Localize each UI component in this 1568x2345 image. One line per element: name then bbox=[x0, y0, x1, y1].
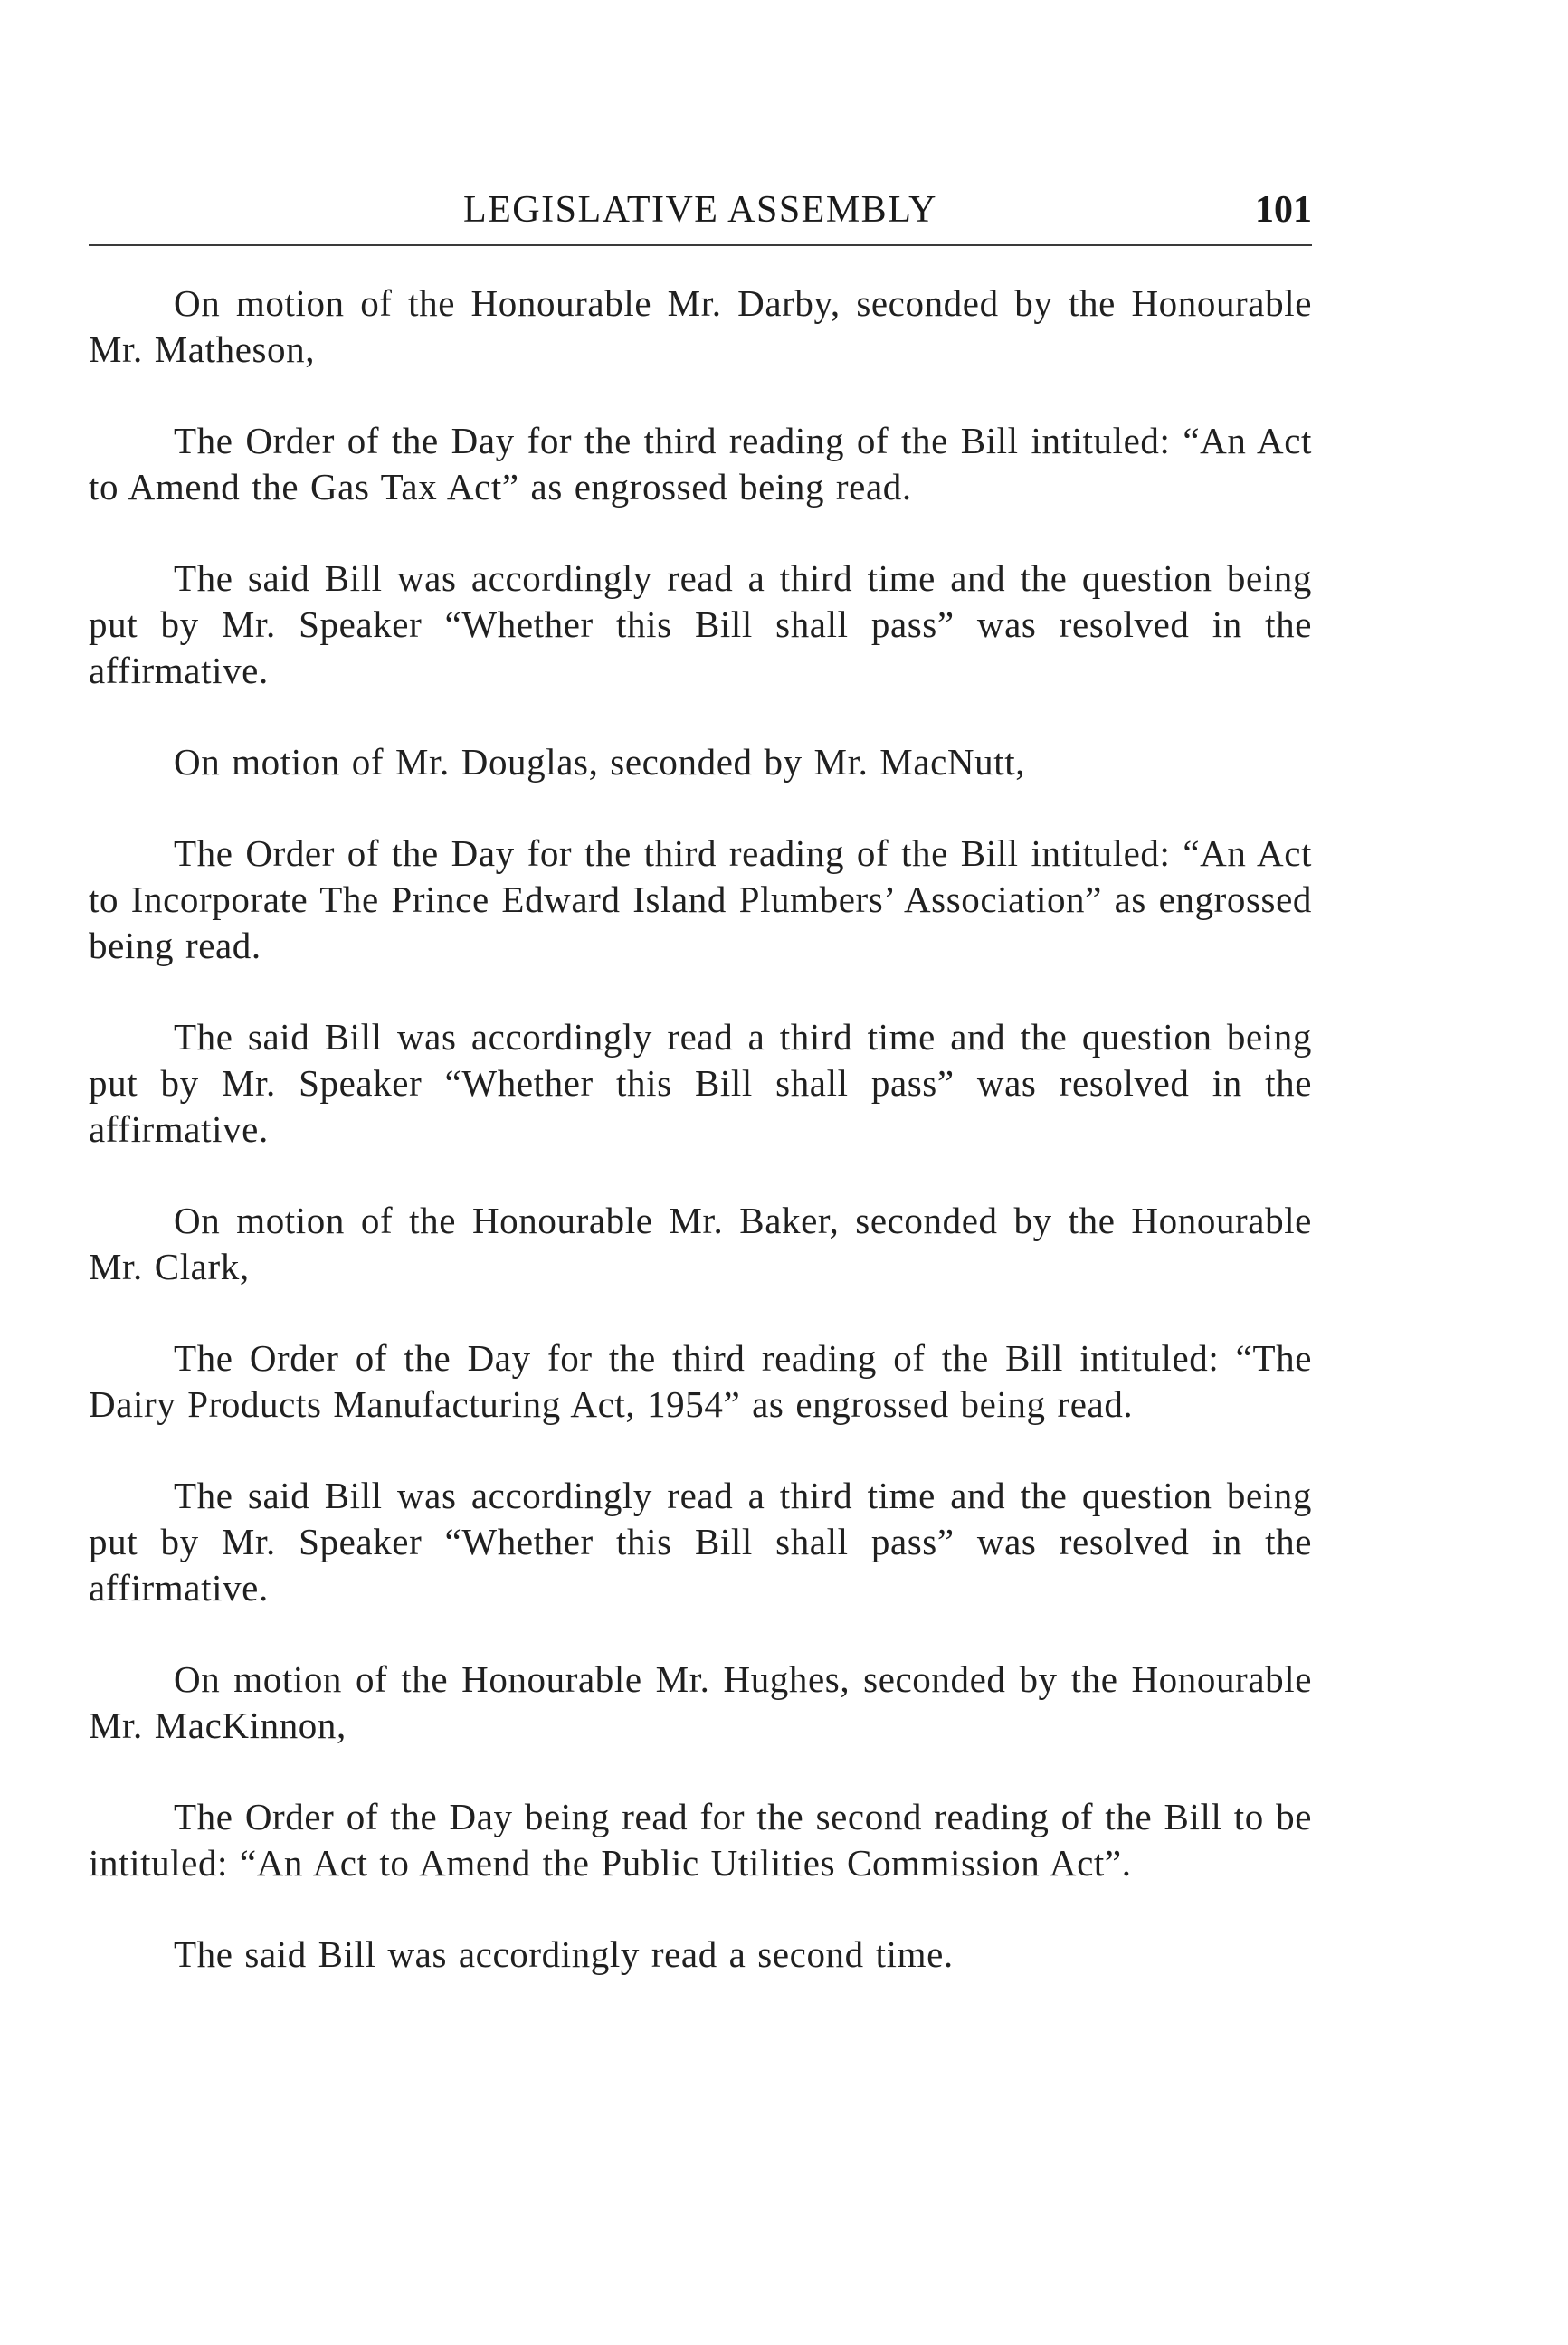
paragraph-motion-darby: On motion of the Honourable Mr. Darby, seconded by the Honourable Mr. Matheson, bbox=[89, 282, 1312, 370]
running-title: LEGISLATIVE ASSEMBLY bbox=[463, 189, 937, 231]
page-number: 101 bbox=[1255, 189, 1312, 231]
paragraph-gas-tax-order: The Order of the Day for the third reading of the Bill intituled: “An Act to Amend the Gas Tax Act” as engrossed being read. bbox=[89, 420, 1312, 508]
paragraph-motion-hughes: On motion of the Honourable Mr. Hughes, seconded by the Honourable Mr. MacKinnon, bbox=[89, 1658, 1312, 1746]
paragraph-plumbers-result: The said Bill was accordingly read a third time and the question being put by Mr. Speaker “Whether this Bill shall pass” was resolved in the affirmative. bbox=[89, 1016, 1312, 1150]
paragraph-dairy-result: The said Bill was accordingly read a third time and the question being put by Mr. Speaker “Whether this Bill shall pass” was resolved in the affirmative. bbox=[89, 1475, 1312, 1609]
paragraph-dairy-order: The Order of the Day for the third reading of the Bill intituled: “The Dairy Products Manufacturing Act, 1954” as engrossed being read. bbox=[89, 1337, 1312, 1425]
paragraph-motion-baker: On motion of the Honourable Mr. Baker, seconded by the Honourable Mr. Clark, bbox=[89, 1200, 1312, 1287]
paragraph-motion-douglas: On motion of Mr. Douglas, seconded by Mr. MacNutt, bbox=[174, 741, 1026, 783]
body-text bbox=[89, 280, 1312, 1978]
paragraph-utilities-result: The said Bill was accordingly read a second time. bbox=[174, 1933, 954, 1975]
paragraph-utilities-order: The Order of the Day being read for the second reading of the Bill to be intituled: “An Act to Amend the Public Utilities Commission Act”. bbox=[89, 1796, 1312, 1884]
document-page bbox=[89, 181, 1312, 2023]
running-head bbox=[89, 181, 1312, 246]
paragraph-plumbers-order: The Order of the Day for the third reading of the Bill intituled: “An Act to Incorporate The Prince Edward Island Plumbers’ Association” as engrossed being read. bbox=[89, 832, 1312, 966]
paragraph-gas-tax-result: The said Bill was accordingly read a third time and the question being put by Mr. Speaker “Whether this Bill shall pass” was resolved in the affirmative. bbox=[89, 557, 1312, 691]
